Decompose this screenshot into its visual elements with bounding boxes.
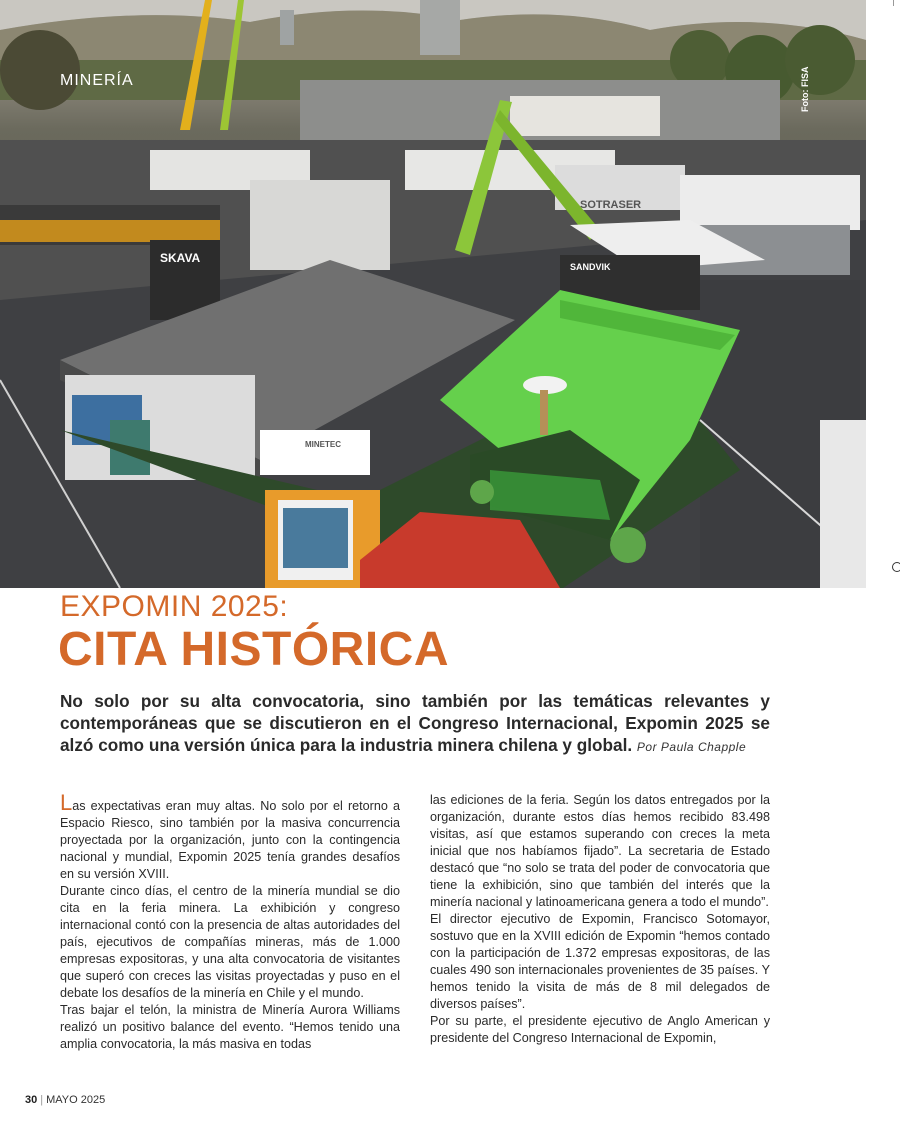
page-number: 30 (25, 1094, 38, 1106)
body-paragraph: Por su parte, el presidente ejecutivo de Anglo American y presidente del Congreso Internacional de Expomin, (430, 1014, 770, 1045)
body-paragraph: Durante cinco días, el centro de la minería mundial se dio cita en la feria minera. La exhibición y congreso internacional contó con la presencia de altas autoridades del país, ejecutivos de compañías mineras, más de 1.000 empresas expositoras, y una alta convocatoria de visitantes que superó con creces las visitas proyectadas y puso en el debate los desafíos de la minería en Chile y el mundo. (60, 884, 400, 1000)
registration-mark-icon (892, 562, 900, 572)
lead-paragraph (60, 690, 770, 758)
sign-sandvik: SANDVIK (570, 262, 611, 272)
drop-cap: L (60, 790, 73, 815)
body-paragraph: las ediciones de la feria. Según los datos entregados por la organización, durante estos días hemos recibido 83.498 visitas, así que estamos superando con creces la meta inicial que nos habíamos fijado”. La secretaria de Estado destacó que “no solo se trata del poder de convocatoria que tiene la exhibición, sino que también del interés que la minería nacional y latinoamericana genera a todo el mundo”. (430, 793, 770, 909)
headline-kicker: EXPOMIN 2025: (60, 590, 289, 623)
byline: Por Paula Chapple (636, 740, 747, 754)
headline: CITA HISTÓRICA (58, 623, 449, 676)
photo-credit: Foto: FISA (800, 66, 810, 112)
issue-date: MAYO 2025 (46, 1094, 106, 1106)
page-edge-line (893, 0, 894, 6)
sign-minetec: MINETEC (305, 440, 341, 449)
body-column-right (430, 792, 770, 1047)
footer-separator: | (40, 1094, 44, 1106)
sign-skava: SKAVA (160, 251, 201, 265)
sign-sotraser: SOTRASER (580, 199, 642, 211)
hero-photo (0, 0, 866, 588)
body-paragraph: El director ejecutivo de Expomin, Francisco Sotomayor, sostuvo que en la XVIII edición de Expomin “hemos contado con la participación de 1.372 empresas expositoras, de las cuales 490 son internacionales provenientes de 35 países. Y hemos tenido la visita de más de 8 mil delegados de diversos países”. (430, 912, 770, 1011)
body-text: as expectativas eran muy altas. No solo por el retorno a Espacio Riesco, sino también por la masiva concurrencia proyectada por la organización, junto con la contingencia nacional y mundial, Expomin 2025 tenía grandes desafíos en su versión XVIII. (60, 799, 400, 881)
lead-text: No solo por su alta convocatoria, sino también por las temáticas relevantes y contemporáneas que se discutieron en el Congreso Internacional, Expomin 2025 se alzó como una versión única para la industria minera chilena y global. (60, 691, 770, 755)
body-paragraph: Tras bajar el telón, la ministra de Minería Aurora Williams realizó un positivo balance del evento. “Hemos tenido una amplia convocatoria, la más masiva en todas (60, 1003, 400, 1051)
page-footer (25, 1094, 105, 1106)
body-paragraph (60, 792, 400, 883)
section-label: MINERÍA (60, 72, 134, 89)
body-column-left (60, 792, 400, 1053)
